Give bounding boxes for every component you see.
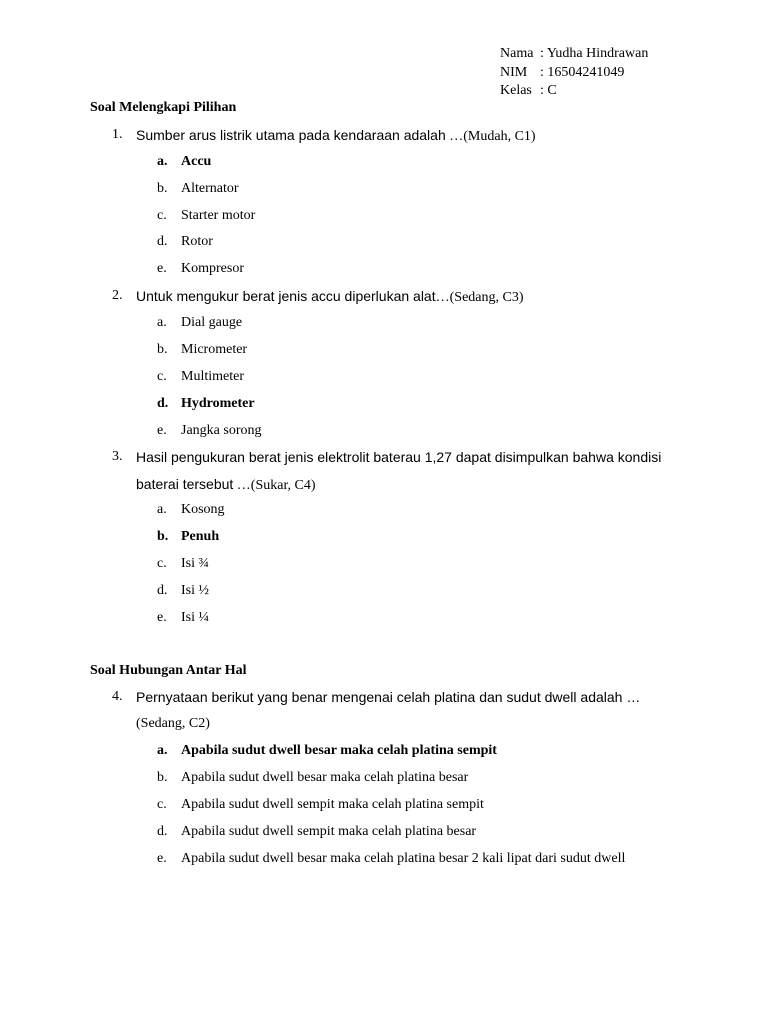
option-text: Multimeter xyxy=(181,369,244,384)
nim-row xyxy=(500,64,624,82)
class-label: Kelas xyxy=(500,83,532,98)
option-letter: e. xyxy=(157,610,167,625)
section-title-hubungan: Soal Hubungan Antar Hal xyxy=(90,663,247,678)
question-text-level: …(Mudah, C1) xyxy=(445,129,536,144)
option-letter: d. xyxy=(157,583,168,598)
option-text: Alternator xyxy=(181,181,239,196)
option-letter: d. xyxy=(157,234,168,249)
question-text-main: Sumber arus listrik utama pada kendaraan adalah xyxy=(136,127,446,143)
question-text-main: baterai tersebut xyxy=(136,476,234,492)
option-letter: c. xyxy=(157,369,167,384)
question-text-line2 xyxy=(136,475,316,495)
question-text-line1: Hasil pengukuran berat jenis elektrolit baterau 1,27 dapat disimpulkan bahwa kondisi xyxy=(136,449,662,465)
option-text-correct: Accu xyxy=(181,154,212,169)
option-text: Starter motor xyxy=(181,208,256,223)
name-label: Nama xyxy=(500,46,534,61)
option-letter: b. xyxy=(157,181,168,196)
option-letter: b. xyxy=(157,770,168,785)
option-letter: c. xyxy=(157,797,167,812)
option-text: Apabila sudut dwell sempit maka celah platina sempit xyxy=(181,797,484,812)
nim-label: NIM xyxy=(500,65,528,80)
option-letter: a. xyxy=(157,154,168,169)
nim-value: : 16504241049 xyxy=(540,65,625,80)
class-row xyxy=(500,82,557,100)
question-text xyxy=(136,126,536,146)
option-text: Apabila sudut dwell sempit maka celah platina besar xyxy=(181,824,477,839)
class-value: : C xyxy=(540,83,557,98)
option-text: Rotor xyxy=(181,234,213,249)
question-text-level: …(Sukar, C4) xyxy=(233,478,316,493)
option-letter: a. xyxy=(157,502,167,517)
option-text: Apabila sudut dwell besar maka celah platina besar xyxy=(181,770,469,785)
option-text: Isi ½ xyxy=(181,583,209,598)
name-row xyxy=(500,45,648,63)
option-letter: e. xyxy=(157,261,167,276)
option-letter: e. xyxy=(157,423,167,438)
option-text: Micrometer xyxy=(181,342,248,357)
option-text: Isi ¼ xyxy=(181,610,209,625)
question-number: 1. xyxy=(112,127,123,142)
option-letter: b. xyxy=(157,529,169,544)
option-text: Apabila sudut dwell besar maka celah platina besar 2 kali lipat dari sudut dwell xyxy=(181,851,626,866)
option-text-correct: Penuh xyxy=(181,529,220,544)
section-title-pilihan: Soal Melengkapi Pilihan xyxy=(90,100,237,115)
option-text: Kompresor xyxy=(181,261,244,276)
option-letter: b. xyxy=(157,342,168,357)
name-value: : Yudha Hindrawan xyxy=(540,46,649,61)
question-text-level: (Sedang, C2) xyxy=(136,716,210,731)
option-letter: d. xyxy=(157,396,169,411)
question-text-main: Untuk mengukur berat jenis accu diperlukan alat xyxy=(136,288,436,304)
option-text: Isi ¾ xyxy=(181,556,209,571)
option-letter: a. xyxy=(157,315,167,330)
option-letter: e. xyxy=(157,851,167,866)
question-number: 2. xyxy=(112,288,123,303)
option-letter: c. xyxy=(157,208,167,223)
option-text-correct: Apabila sudut dwell besar maka celah platina sempit xyxy=(181,743,497,758)
option-text: Dial gauge xyxy=(181,315,243,330)
question-text xyxy=(136,287,524,307)
question-number: 3. xyxy=(112,449,123,464)
option-letter: c. xyxy=(157,556,167,571)
option-text: Jangka sorong xyxy=(181,423,262,438)
question-text-level: …(Sedang, C3) xyxy=(435,290,524,305)
option-letter: a. xyxy=(157,743,168,758)
option-text: Kosong xyxy=(181,502,225,517)
option-text-correct: Hydrometer xyxy=(181,396,255,411)
question-number: 4. xyxy=(112,689,123,704)
question-text-line1: Pernyataan berikut yang benar mengenai celah platina dan sudut dwell adalah … xyxy=(136,689,641,705)
option-letter: d. xyxy=(157,824,168,839)
